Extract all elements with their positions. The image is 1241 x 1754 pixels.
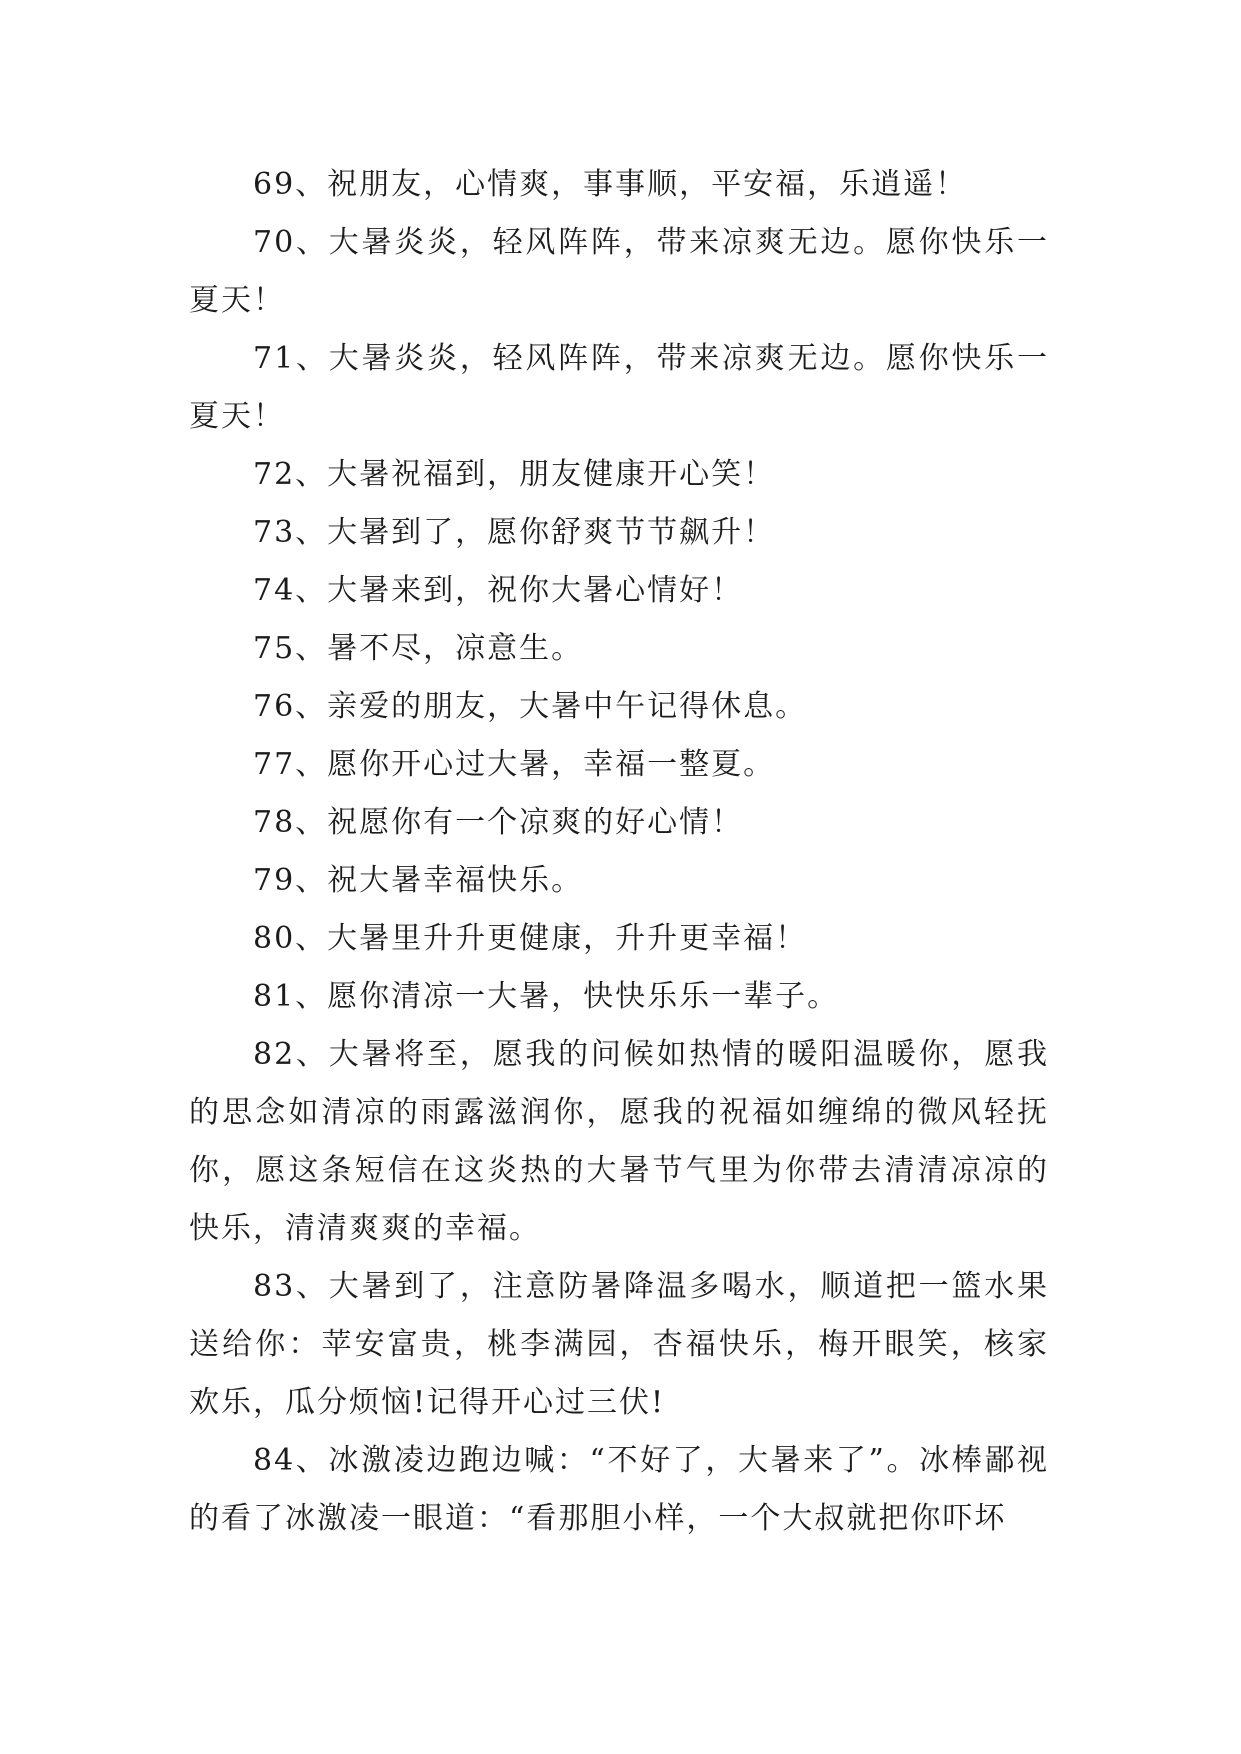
paragraph-71: 71、大暑炎炎，轻风阵阵，带来凉爽无边。愿你快乐一夏天！ [189,341,1049,434]
paragraph-74: 74、大暑来到，祝你大暑心情好！ [253,573,744,608]
paragraph-79: 79、祝大暑幸福快乐。 [253,863,584,898]
paragraph-76: 76、亲爱的朋友，大暑中午记得休息。 [253,689,808,724]
paragraph-75: 75、暑不尽，凉意生。 [253,631,584,666]
paragraph-78: 78、祝愿你有一个凉爽的好心情！ [253,805,744,840]
paragraph-77: 77、愿你开心过大暑，幸福一整夏。 [253,747,776,782]
paragraph-83: 83、大暑到了，注意防暑降温多喝水，顺道把一篮水果送给你：苹安富贵，桃李满园，杏福快乐，梅开眼笑，核家欢乐，瓜分烦恼!记得开心过三伏! [189,1269,1049,1420]
paragraph-70: 70、大暑炎炎，轻风阵阵，带来凉爽无边。愿你快乐一夏天！ [189,225,1049,318]
paragraph-82: 82、大暑将至，愿我的问候如热情的暖阳温暖你，愿我的思念如清凉的雨露滋润你，愿我的祝福如缠绵的微风轻抚你，愿这条短信在这炎热的大暑节气里为你带去清清凉凉的快乐，清清爽爽的幸福。 [189,1037,1049,1246]
paragraph-80: 80、大暑里升升更健康，升升更幸福！ [253,921,808,956]
paragraph-81: 81、愿你清凉一大暑，快快乐乐一辈子。 [253,979,840,1014]
paragraph-69: 69、祝朋友，心情爽，事事顺，平安福，乐逍遥！ [253,167,968,202]
paragraph-84: 84、冰激凌边跑边喊：“不好了，大暑来了”。冰棒鄙视的看了冰激凌一眼道：“看那胆小样，一个大叔就把你吓坏 [189,1443,1049,1536]
document-body [189,156,1049,1548]
paragraph-73: 73、大暑到了，愿你舒爽节节飙升！ [253,515,776,550]
paragraph-72: 72、大暑祝福到，朋友健康开心笑！ [253,457,776,492]
